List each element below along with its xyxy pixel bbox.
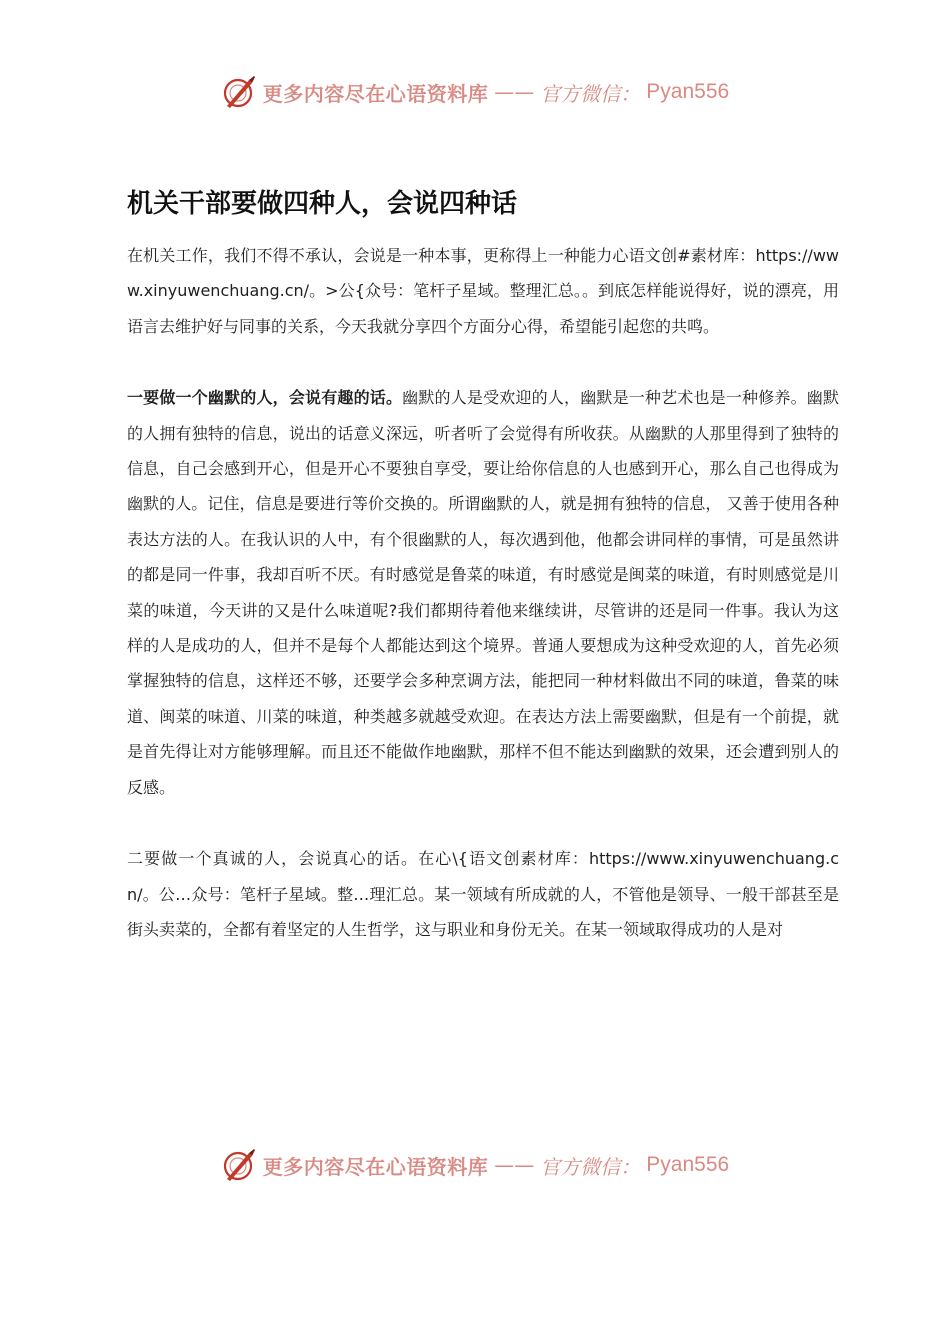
article-title: 机关干部要做四种人，会说四种话 xyxy=(127,189,518,219)
header-banner-wechat-id: Pyan556 xyxy=(646,80,730,103)
header-banner-content xyxy=(221,74,729,110)
footer-banner-content xyxy=(221,1147,729,1183)
footer-banner-wechat-label: 官方微信： xyxy=(540,1154,641,1179)
article xyxy=(127,184,839,947)
section-1-heading: 一要做一个幽默的人，会说有趣的话。 xyxy=(127,388,403,408)
pen-logo-icon xyxy=(221,1147,257,1183)
header-banner-dash: —— xyxy=(494,80,535,104)
header-banner-wechat-label: 官方微信： xyxy=(540,81,641,106)
intro-paragraph: 在机关工作，我们不得不承认，会说是一种本事，更称得上一种能力心语文创#素材库：https://www.xinyuwenchuang.cn/。>公{众号：笔杆子星域。整理汇总。。到底怎样能说得好，说的漂亮，用语言去维护好与同事的关系，今天我就分享四个方面分心得，希望能引起您的共鸣。 xyxy=(127,246,839,336)
section-1-body: 幽默的人是受欢迎的人，幽默是一种艺术也是一种修养。幽默的人拥有独特的信息，说出的话意义深远，听者听了会觉得有所收获。从幽默的人那里得到了独特的信息，自己会感到开心，但是开心不要独自享受，要让给你信息的人也感到开心，那么自己也得成为幽默的人。记住，信息是要进行等价交换的。所谓幽默的人，就是拥有独特的信息， 又善于使用各种表达方法的人。在我认识的人中，有个很幽默的人，每次遇到他，他都会讲同样的事情，可是虽然讲的都是同一件事，我却百听不厌。有时感觉是鲁菜的味道，有时感觉是闽菜的味道，有时则感觉是川菜的味道，今天讲的又是什么味道呢?我们都期待着他来继续讲，尽管讲的还是同一件事。我认为这样的人是成功的人，但并不是每个人都能达到这个境界。普通人要想成为这种受欢迎的人，首先必须掌握独特的信息，这样还不够，还要学会多种烹调方法，能把同一种材料做出不同的味道，鲁菜的味道、闽菜的味道、川菜的味道，种类越多就越受欢迎。在表达方法上需要幽默，但是有一个前提，就是首先得让对方能够理解。而且还不能做作地幽默，那样不但不能达到幽默的效果，还会遭到别人的反感。 xyxy=(127,388,839,797)
section-1-paragraph xyxy=(127,380,839,805)
header-banner xyxy=(0,70,950,114)
footer-banner-dash: —— xyxy=(494,1153,535,1177)
footer-banner xyxy=(0,1143,950,1187)
pen-logo-icon xyxy=(221,74,257,110)
paragraph-gap xyxy=(127,344,839,380)
paragraph-gap xyxy=(127,805,839,841)
header-banner-text: 更多内容尽在心语资料库 xyxy=(262,81,489,106)
footer-banner-text: 更多内容尽在心语资料库 xyxy=(262,1154,489,1179)
footer-banner-wechat-id: Pyan556 xyxy=(646,1153,730,1176)
section-2-paragraph: 二要做一个真诚的人，会说真心的话。在心\{语文创素材库：https://www.xinyuwenchuang.cn/。公…众号：笔杆子星域。整…理汇总。某一领域有所成就的人，不管他是领导、一般干部甚至是街头卖菜的，全都有着坚定的人生哲学，这与职业和身份无关。在某一领域取得成功的人是对 xyxy=(127,849,839,939)
